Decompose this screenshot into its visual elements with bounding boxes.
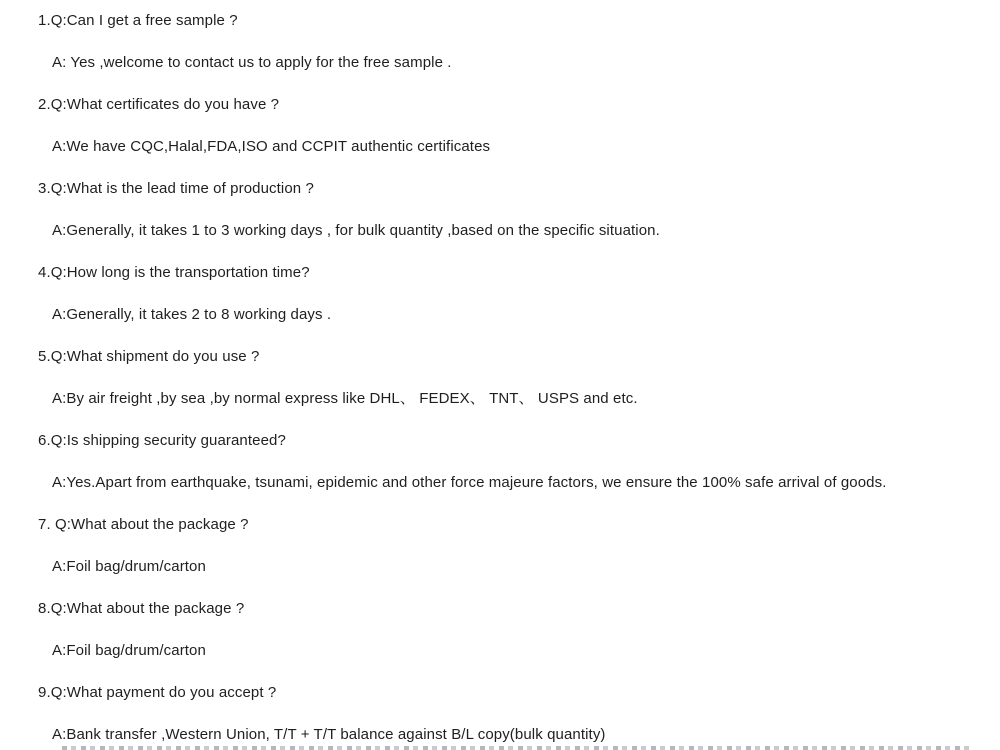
- faq-answer-8: A:Foil bag/drum/carton: [52, 642, 206, 659]
- faq-answer-5: A:By air freight ,by sea ,by normal express like DHL、 FEDEX、 TNT、 USPS and etc.: [52, 390, 638, 407]
- cutoff-next-line-top-edge: [62, 746, 970, 750]
- faq-answer-3: A:Generally, it takes 1 to 3 working days , for bulk quantity ,based on the specific situation.: [52, 222, 660, 239]
- faq-question-7: 7. Q:What about the package ?: [38, 516, 249, 533]
- faq-question-6: 6.Q:Is shipping security guaranteed?: [38, 432, 286, 449]
- faq-answer-4: A:Generally, it takes 2 to 8 working days .: [52, 306, 332, 323]
- faq-question-3: 3.Q:What is the lead time of production ?: [38, 180, 314, 197]
- faq-answer-2: A:We have CQC,Halal,FDA,ISO and CCPIT authentic certificates: [52, 138, 491, 155]
- faq-text-block: [38, 0, 1000, 750]
- faq-answer-1: A: Yes ,welcome to contact us to apply for the free sample .: [52, 54, 452, 71]
- faq-question-1: 1.Q:Can I get a free sample ?: [38, 12, 238, 29]
- faq-answer-6: A:Yes.Apart from earthquake, tsunami, epidemic and other force majeure factors, we ensure the 100% safe arrival of goods.: [52, 474, 887, 491]
- faq-answer-9: A:Bank transfer ,Western Union, T/T + T/T balance against B/L copy(bulk quantity): [52, 726, 606, 743]
- faq-question-8: 8.Q:What about the package ?: [38, 600, 245, 617]
- faq-question-9: 9.Q:What payment do you accept ?: [38, 684, 277, 701]
- faq-answer-7: A:Foil bag/drum/carton: [52, 558, 206, 575]
- faq-question-5: 5.Q:What shipment do you use ?: [38, 348, 260, 365]
- faq-question-4: 4.Q:How long is the transportation time?: [38, 264, 310, 281]
- faq-question-2: 2.Q:What certificates do you have ?: [38, 96, 280, 113]
